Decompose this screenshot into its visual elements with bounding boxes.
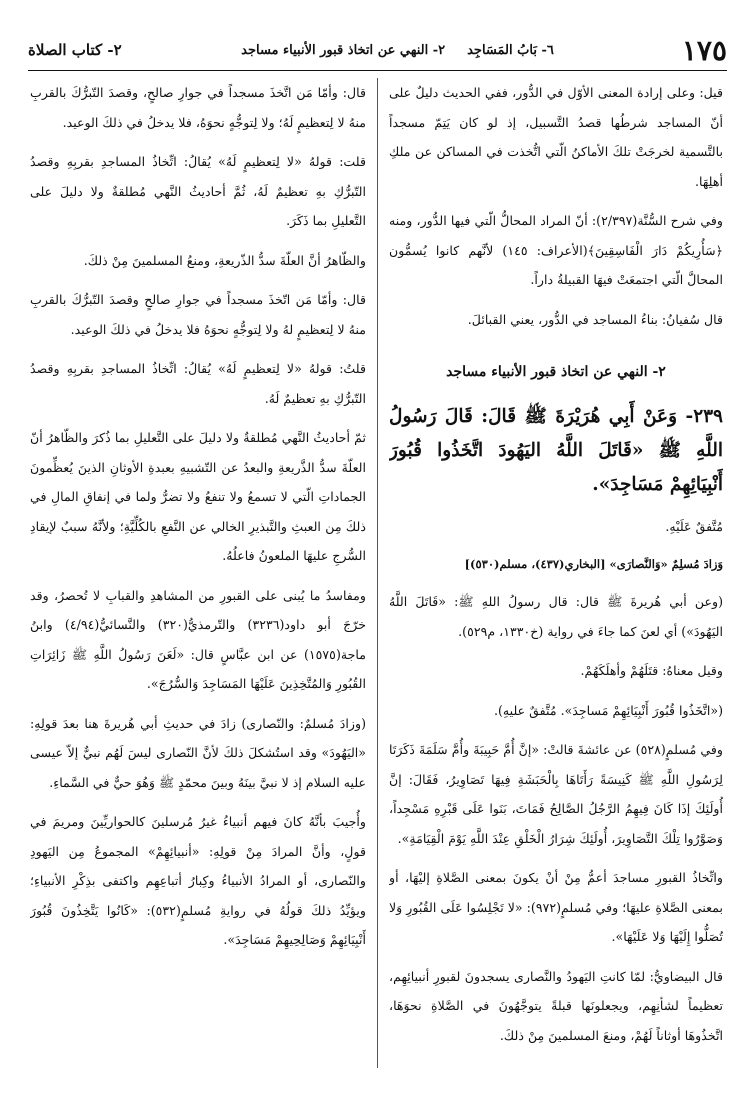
paragraph: وفي شرح السُّنَّة(٢/٣٩٧): أنّ المراد المحالُّ الّتي فيها الدُّور، ومنه ﴿سَأُرِيكُمْ دَارَ الْفَاسِقِينَ﴾(الأعراف: ١٤٥) لأنَّهم كانوا يُسمُّون المحالَّ الّتي اجتمعَتْ فيهَا القبيلةُ داراً.	[389, 213, 723, 287]
header-titles	[241, 43, 554, 58]
paragraph: وفي مُسلمٍ(٥٢٨) عن عائشةَ قالتْ: «إنَّ أُمَّ حَبِيبَةَ وأُمَّ سَلَمَةَ ذَكَرَتَا لِرَسُولِ اللَّهِ ﷺ كَنِيسَةً رَأَتَاهَا بِالْحَبَشَةِ فِيهَا تَصَاوِيرُ، فَقَالَ: إنَّ أُولَئِكَ إذَا كَانَ فِيهِمُ الرَّجُلُ الصَّالِحُ فَمَاتَ، بَنَوا عَلَى قَبْرِهِ مَسْجِداً، وَصَوَّرُوا تِلْكَ التَّصَاوِيرَ، أُولَئِكَ شِرَارُ الْخَلْقِ عِنْدَ اللَّهِ يَوْمَ الْقِيَامَةِ».	[389, 742, 723, 846]
chapter-title: ٦- بَابُ المَسَاجِد	[467, 42, 554, 58]
paragraph: وأُجيبَ بأنَّهُ كانَ فيهم أنبياءُ غيرُ مُرسلينَ كالحواريِّينَ ومريمَ في قولٍ، وأنَّ المرادَ مِنْ قولِهِ: «أنبيائِهِمْ» المجموعُ مِن اليَهودِ والنّصارى، أو المرادُ الأنبياءُ وكِبارُ أتباعِهِم واكتفى بذِكْرِ الأنبياءِ؛ ويؤيِّدُ ذلكَ قولُهُ في روايةِ مُسلمٍ(٥٣٢): «كَانُوا يَتَّخِذُونَ قُبُورَ أَنْبِيَائِهِمْ وَصَالِحِيهِمْ مَسَاجِدَ».	[30, 814, 366, 947]
paragraph: مُتَّفقٌ عَلَيْهِ.	[665, 518, 723, 534]
page-number: ١٧٥	[681, 33, 727, 67]
book-title: ٢- كتاب الصلاة	[28, 41, 122, 59]
column-divider	[377, 78, 378, 1068]
paragraph: قلت: قولهُ «لا لِتعظيمٍ لَهُ» يُقالُ: اتِّخاذُ المساجدِ بقربِهِ وقصدُ التّبرُّكِ بهِ تعظيمٌ لَهُ، ثُمَّ أحاديثُ النَّهي مُطلقةٌ ولا دليلَ على التَّعليلِ بما ذَكَرَ.	[30, 154, 366, 228]
section-title: ٢- النهي عن اتخاذ قبور الأنبياء مساجد	[241, 42, 446, 58]
source-note: وَزادَ مُسلِمٌ «وَالنَّصارَى» [البخاري(٤٣٧)، مسلم(٥٣٠)]	[464, 557, 723, 571]
paragraph: قال: وأمّا مَن اتّخذَ مسجداً في جوارِ صالحٍ وقصدَ التّبرُّكَ بالقربِ منهُ لا لِتعظيمٍ لهُ ولا لِتوجُّهٍ نحوَهُ فلا يدخلُ في ذلكَ الوعيد.	[30, 292, 366, 337]
paragraph: ثمّ أحاديثُ النَّهي مُطلقةٌ ولا دليلَ على التَّعليلِ بما ذُكرَ والظّاهرُ أنّ العلّةَ سدُّ الذَّريعةِ والبعدُ عن التّشبيهِ بعبدةِ الأوثانِ الذينَ يُعظِّمونَ الجماداتِ الّتي لا تسمعُ ولا تنفعُ ولا تضرُّ ولما في إنفاقِ المالِ في ذلكَ مِن العبثِ والتَّبذيرِ الخالي عن النَّفعِ بالكُلِّيَّةِ؛ ولأنَّهُ سببٌ لإيقادِ السُّرجِ عليهَا الملعونُ فاعلُهُ.	[30, 430, 366, 563]
paragraph: («اتَّخَذُوا قُبُورَ أَنْبِيَائِهِمْ مَساجِدَ». مُتَّفقٌ عليهِ).	[494, 702, 723, 718]
paragraph: قال البيضاويُّ: لمّا كانتِ اليَهودُ والنَّصارى يسجدونَ لقبورِ أنبيائِهِم، تعظيماً لشأنِهِم، ويجعلونَها قبلةً يتوجَّهُونَ في الصَّلاةِ نحوَهَا، اتَّخذُوهَا أوثاناً لَهُمْ، ومنعَ المسلمينَ مِنْ ذلكَ.	[389, 968, 723, 1043]
paragraph: قال: وأمّا مَن اتَّخذَ مسجداً في جوارِ صالحٍ، وقصدَ التّبرُّكَ بالقربِ منهُ لا لِتعظيمٍ لَهُ؛ ولا لِتوجُّهٍ نحوَهُ، فلا يدخلُ في ذلكَ الوعيد.	[30, 85, 366, 130]
paragraph: قال سُفيانُ: بناءُ المساجد في الدُّور، يعني القبائلَ.	[467, 311, 723, 327]
left-column	[30, 78, 366, 1078]
paragraph: واتِّخاذُ القبورِ مساجدَ أعمُّ مِنْ أنْ يكونَ بمعنى الصَّلاةِ إليْهَا، أو بمعنى الصَّلاةِ عليهَا؛ وفي مُسلمٍ(٩٧٢): «لا تَجْلِسُوا عَلَى القُبُورِ وَلا تُصَلُّوا إِلَيْهَا وَلا عَلَيْهَا».	[389, 870, 723, 944]
right-column	[389, 78, 723, 1078]
paragraph: ومفاسدُ ما يُبنى على القبورِ من المشاهدِ والقبابِ لا تُحصرُ، وقد خرّجَ أبو داود(٣٢٣٦) والتّرمذيُّ(٣٢٠) والنَّسائيُّ(٤/٩٤) وابنُ ماجة(١٥٧٥) عن ابن عبَّاسٍ قال: «لَعَنَ رَسُولُ اللَّهِ ﷺ زَائِرَاتِ القُبُورِ وَالمُتَّخِذِينَ عَلَيْهَا المَسَاجِدَ وَالسُّرُجَ».	[30, 587, 366, 691]
paragraph: والظّاهرُ أنَّ العلّةَ سدُّ الذّريعةِ، ومنعُ المسلمينَ مِنْ ذلكَ.	[83, 252, 366, 268]
hadith-text: ٢٣٩- وَعَنْ أَبِي هُرَيْرَةَ ﷺ قَالَ: قَالَ رَسُولُ اللَّهِ ﷺ «قَاتَلَ اللَّهُ اليَهُودَ اتَّخَذُوا قُبُورَ أَنْبِيَائِهِمْ مَسَاجِدَ».	[389, 405, 723, 495]
paragraph: قلتُ: قولهُ «لا لِتعظيمٍ لَهُ» يُقالُ: اتِّخاذُ المساجدِ بقربِهِ وقصدُ التّبرُّكِ بهِ تعظيمٌ لَهُ.	[30, 361, 366, 406]
paragraph: وقيل معناهُ: قتَلَهُمْ وأهلَكَهُمْ.	[580, 663, 723, 678]
section-heading: ٢- النهي عن اتخاذ قبور الأنبياء مساجد	[446, 364, 666, 380]
paragraph: قيل: وعلى إرادة المعنى الأوّل في الدُّور، ففي الحديث دليلٌ على أنّ المساجد شرطُها قصدُ التَّسبيل، إذ لو كان يَتِمّ مسجداً بالتَّسمية لخرجَتْ تلكَ الأماكنُ الّتي اتُّخذت في المساكن عن ملكِ أهلِهَا.	[389, 85, 723, 189]
running-header	[28, 30, 727, 71]
paragraph: (وعن أبي هُريرةَ ﷺ قال: قال رسولُ اللهِ ﷺ: «قَاتَلَ اللَّهُ اليَهُودَ») أي لعنَ كما جاءَ في رواية (خ١٣٣٠، م٥٢٩).	[389, 594, 723, 639]
paragraph: (وزادَ مُسلمٌ: والنّصارى) زادَ في حديثِ أبي هُريرةَ هنا بعدَ قولِهِ: «اليَهُودَ» وقد استُشكلَ ذلكَ لأنَّ النّصارى ليسَ لَهُم نبيٌّ إلاّ عيسى عليه السلام إذ لا نبيَّ بينَهُ وبينَ محمّدٍ ﷺ وَهُوَ حيٌّ في السَّماءِ.	[30, 715, 366, 790]
